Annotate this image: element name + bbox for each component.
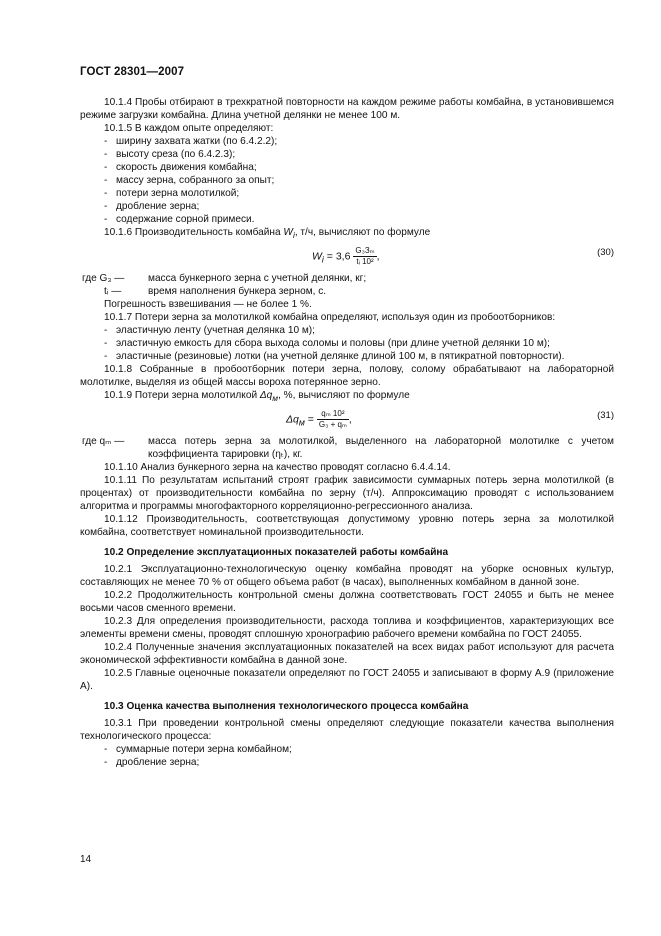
clause-10-3-1: 10.3.1 При проведении контрольной смены определяют следующие показатели качества выполнения технологического процесса: [80,718,614,743]
list-item: - скорость движения комбайна; [104,162,257,173]
list-item: - массу зерна, собранного за опыт; [104,175,275,186]
list-item: - эластичные (резиновые) лотки (на учетной делянке длиной 100 м, в пятикратной повторности). [104,351,565,363]
list-item: - дробление зерна; [104,757,200,769]
list-item: - дробление зерна; [104,201,200,212]
clause-10-1-9: 10.1.9 Потери зерна молотилкой $\Delta q_м$, %, вычисляют по формуле [104,390,410,404]
section-heading-10-2: 10.2 Определение эксплуатационных показателей работы комбайна [104,547,449,559]
list-10-1-7 [80,324,614,363]
clause-10-1-11: 10.1.11 По результатам испытаний строят график зависимости суммарных потерь зерна молотилкой (в процентах) от производительности комбайна по зерну (т/ч). Аппроксимацию проводят с использованием алгоритма и программы многофакторного корреляционно-регрессионного анализа. [80,475,614,513]
list-item: - ширину захвата жатки (по 6.4.2.2); [104,136,278,147]
list-item: - эластичную ленту (учетная делянка 10 м); [104,325,315,337]
formula-number: (30) [597,247,614,259]
formula-31: $\Delta q_м$ = $\frac{\text{qₘ 10²}}{\text{G₃ + qₘ}}$ , (31) [286,409,614,430]
list-10-1-5 [80,135,614,226]
clause-10-2-2: 10.2.2 Продолжительность контрольной смены должна соответствовать ГОСТ 24055 и быть не менее восьми часов сменного времени. [80,590,614,615]
document-body [80,96,614,769]
list-item: - высоту среза (по 6.4.2.3); [104,149,236,160]
clause-10-1-4: 10.1.4 Пробы отбирают в трехкратной повторности на каждом режиме работы комбайна, в установившемся режиме загрузки комбайна. Длина учетной делянки не менее 100 м. [80,97,614,121]
clause-10-2-1: 10.2.1 Эксплуатационно-технологическую оценку комбайна проводят на уборке основных культур, составляющих не менее 70 % от общего объема работ (в часах), выполненных комбайном в данной зоне. [80,564,614,589]
page-header: ГОСТ 28301—2007 [80,66,185,78]
list-item: - потери зерна молотилкой; [104,188,240,199]
list-item: - эластичную емкость для сбора выхода соломы и половы (при длине учетной делянки 10 м); [104,338,550,350]
weighing-tolerance: Погрешность взвешивания — не более 1 %. [104,299,312,311]
list-item: - суммарные потери зерна комбайном; [104,744,292,756]
clause-10-1-7: 10.1.7 Потери зерна за молотилкой комбайна определяют, используя один из пробоотборников: [104,312,556,324]
clause-10-2-4: 10.2.4 Полученные значения эксплуатационных показателей на всех видах работ используют для расчета экономической эффективности комбайна в данной зоне. [80,642,614,667]
clause-10-2-5: 10.2.5 Главные оценочные показатели определяют по ГОСТ 24055 и записывают в форму А.9 (приложение А). [80,668,614,693]
where-g3: где G₃ — масса бункерного зерна с учетной делянки, кг; [82,273,367,285]
formula-30: $W_i = 3,6$ $\frac{\text{G₃Зₘ}}{\text{tᵢ 10²}}$ , (30) [312,246,614,267]
clause-10-1-6: 10.1.6 Производительность комбайна $W_i$, т/ч, вычисляют по формуле [104,227,431,241]
list-item: - содержание сорной примеси. [104,214,255,225]
section-heading-10-3: 10.3 Оценка качества выполнения технологического процесса комбайна [104,701,469,713]
formula-number: (31) [597,410,614,422]
page-number: 14 [80,854,92,865]
clause-10-1-12: 10.1.12 Производительность, соответствующая допустимому уровню потерь зерна за молотилкой комбайна, соответствует номинальной производительности. [80,514,614,539]
where-ti: tᵢ — время наполнения бункера зерном, с. [104,286,327,298]
clause-10-1-8: 10.1.8 Собранные в пробоотборник потери зерна, полову, солому обрабатывают на лабораторной молотилке, выделяя из общей массы вороха потерянное зерно. [80,364,614,389]
list-10-3-1 [80,743,614,769]
clause-10-2-3: 10.2.3 Для определения производительности, расхода топлива и коэффициентов, характеризующих все элементы времени смены, проводят сплошную хронографию рабочего времени комбайна по ГОСТ 24055. [80,616,614,641]
where-qm: где qₘ — масса потерь зерна за молотилкой, выделенного на лабораторной молотилке с учетом коэффициента тарировки (ηₜ), кг. [82,436,614,461]
clause-10-1-5: 10.1.5 В каждом опыте определяют: [104,123,274,134]
clause-10-1-10: 10.1.10 Анализ бункерного зерна на качество проводят согласно 6.4.4.14. [104,462,451,474]
